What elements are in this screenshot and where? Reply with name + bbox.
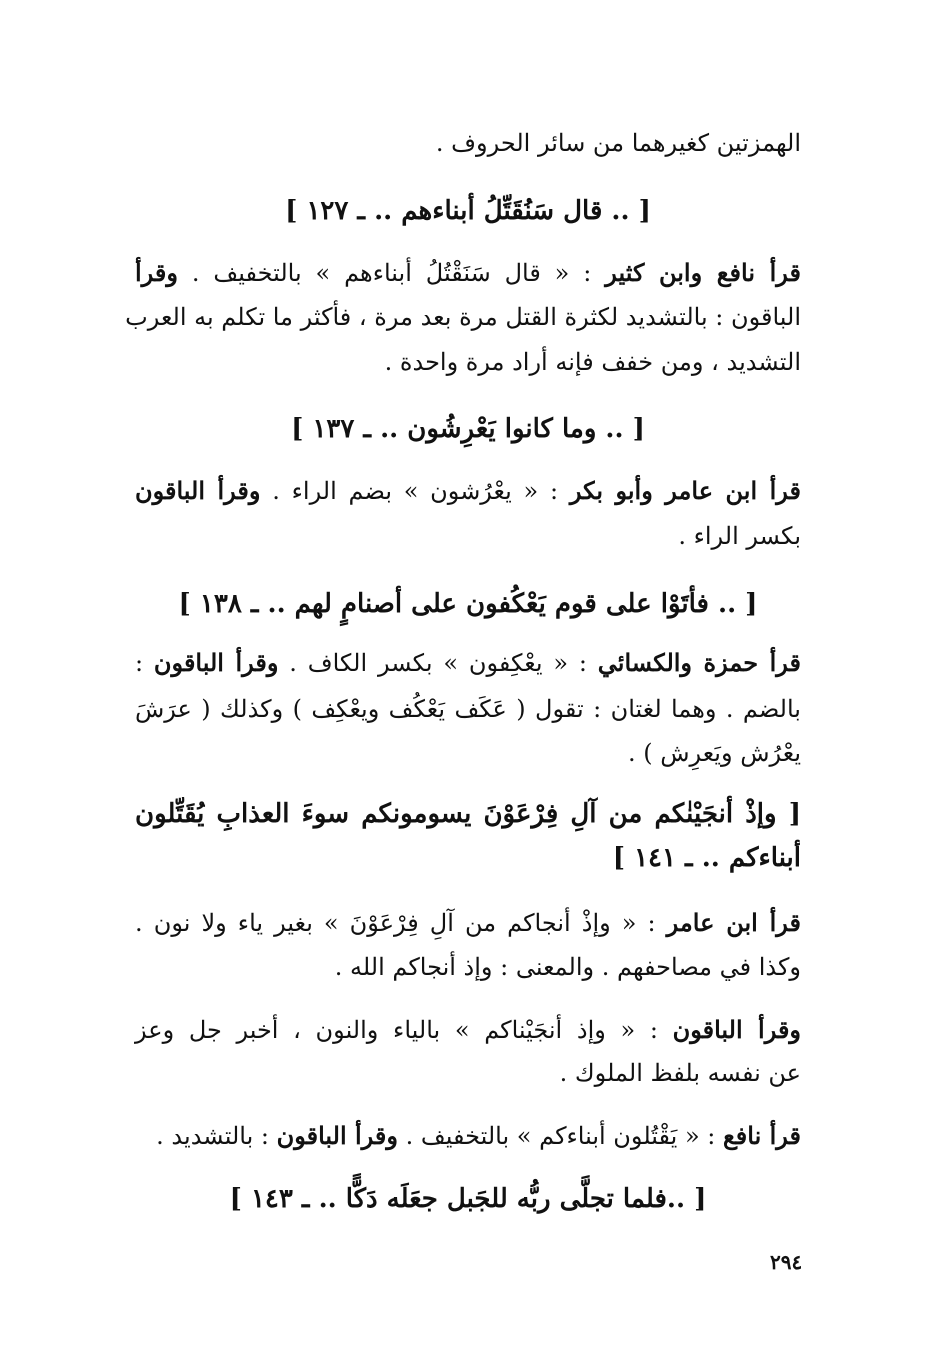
- text-line: [135, 694, 801, 724]
- verse-text: [ .. فأتَوْا على قوم يَعْكُفون على أصنامٍ لهم .. ـ ١٣٨ ]: [178, 589, 758, 619]
- text-line: [135, 128, 801, 158]
- text-line: [135, 908, 801, 938]
- text-line: [135, 521, 801, 551]
- verse-text: [ وإذْ أنجَيْنٰكم من آلِ فِرْعَوْنَ يسومونكم سوءَ العذابِ يُقَتِّلون: [135, 799, 801, 829]
- text-span: : « يعْكِفون » بكسر الكاف .: [289, 649, 587, 677]
- reciter-names: قرأ نافع: [723, 1121, 801, 1150]
- text-line: [135, 1058, 801, 1088]
- text-line: [135, 738, 801, 768]
- text-span: : « قال سَنَقْتُلُ أبناءهم » بالتخفيف .: [191, 259, 592, 287]
- text-line: [135, 1121, 801, 1151]
- reciter-names: قرأ حمزة والكسائي: [597, 648, 802, 677]
- text-line: [125, 302, 801, 332]
- verse-heading: [135, 842, 801, 875]
- verse-text: [ .. قال سَنُقَتِّلُ أبناءهم .. ـ ١٢٧ ]: [285, 196, 651, 226]
- text-line: [135, 476, 801, 506]
- text-span: الباقون : بالتشديد لكثرة القتل مرة بعد مرة ، فأكثر ما تكلم به العرب: [125, 303, 801, 331]
- text-line: [135, 648, 801, 678]
- text-span: بكسر الراء .: [678, 522, 801, 550]
- text-span: وقرأ: [135, 258, 178, 287]
- text-span: وقرأ الباقون: [135, 476, 261, 505]
- verse-heading: [135, 413, 801, 446]
- text-span: وقرأ الباقون: [276, 1121, 398, 1150]
- verse-heading: [135, 1183, 801, 1216]
- page-number: ٢٩٤: [770, 1250, 803, 1274]
- text-span: وكذا في مصاحفهم . والمعنى : وإذ أنجاكم الله .: [334, 953, 801, 981]
- verse-heading: [135, 195, 801, 228]
- text-span: عن نفسه بلفظ الملوك .: [559, 1059, 801, 1087]
- text-span: : « وإذْ أنجاكم من آلِ فِرْعَوْنَ » بغير ياء ولا نون .: [135, 909, 656, 937]
- text-span: التشديد ، ومن خفف فإنه أراد مرة واحدة .: [384, 348, 801, 376]
- verse-heading: [135, 588, 801, 621]
- verse-text: أبناءكم .. ـ ١٤١ ]: [612, 843, 801, 873]
- text-span: : « يعْرُشون » بضم الراء .: [272, 477, 559, 505]
- text-span: يعْرُش ويَعرِش ) .: [627, 739, 801, 767]
- verse-text: [ ..فلما تجلَّى ربُّه للجَبل جعَلَه دَكًّا .. ـ ١٤٣ ]: [229, 1184, 707, 1214]
- text-span: : « يَقْتُلون أبناءكم » بالتخفيف .: [405, 1122, 716, 1150]
- reciter-names: وقرأ الباقون: [672, 1015, 802, 1044]
- verse-heading: [135, 798, 801, 831]
- text-span: الهمزتين كغيرهما من سائر الحروف .: [435, 129, 801, 157]
- text-span: : « وإذ أنجَيْناكم » بالياء والنون ، أخبر جل وعز: [135, 1016, 658, 1044]
- text-line: [135, 258, 801, 288]
- text-span: :: [135, 649, 144, 677]
- reciter-names: قرأ ابن عامر: [666, 908, 801, 937]
- reciter-names: قرأ نافع وابن كثير: [605, 258, 802, 287]
- text-span: وقرأ الباقون: [153, 648, 279, 677]
- text-line: [135, 1015, 801, 1045]
- verse-text: [ .. وما كانوا يَعْرِشُون .. ـ ١٣٧ ]: [291, 414, 645, 444]
- text-span: : بالتشديد .: [156, 1122, 269, 1150]
- text-line: [135, 952, 801, 982]
- text-span: بالضم . وهما لغتان : تقول ( عَكَف يَعْكُف ويعْكِف ) وكذلك ( عرَشَ: [135, 695, 801, 723]
- text-line: [135, 347, 801, 377]
- reciter-names: قرأ ابن عامر وأبو بكر: [569, 476, 801, 505]
